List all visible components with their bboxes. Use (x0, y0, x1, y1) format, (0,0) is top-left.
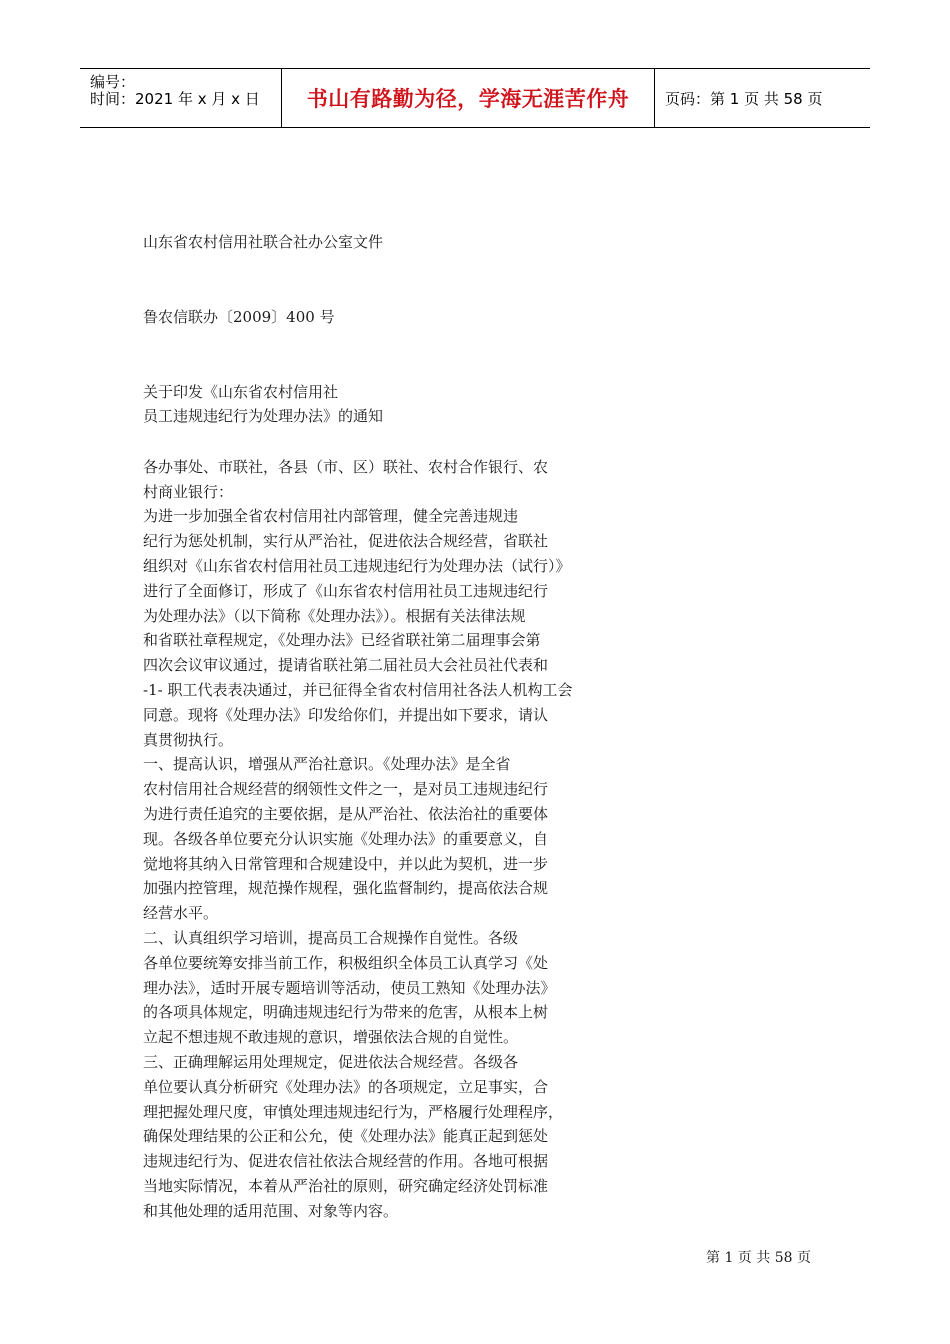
header-motto: 书山有路勤为径，学海无涯苦作舟 (306, 87, 630, 111)
body-line: 单位要认真分析研究《处理办法》的各项规定，立足事实，合 (143, 1078, 549, 1096)
body-line: 的各项具体规定，明确违规违纪行为带来的危害，从根本上树 (143, 1003, 549, 1021)
body-line: 理办法》，适时开展专题培训等活动，使员工熟知《处理办法》 (143, 979, 556, 997)
body-line: 三、正确理解运用处理规定，促进依法合规经营。各级各 (143, 1053, 519, 1071)
body-line: 为进一步加强全省农村信用社内部管理，健全完善违规违 (143, 507, 519, 525)
body-line: 现。各级各单位要充分认识实施《处理办法》的重要意义，自 (143, 830, 549, 848)
body-line: 觉地将其纳入日常管理和合规建设中，并以此为契机，进一步 (143, 855, 549, 873)
body-line: 经营水平。 (143, 904, 219, 922)
body-line: 各办事处、市联社，各县（市、区）联社、农村合作银行、农 (143, 458, 549, 476)
document-time-label: 时间：2021 年 x 月 x 日 (90, 90, 260, 108)
body-line: 四次会议审议通过，提请省联社第二届社员大会社员社代表和 (143, 656, 549, 674)
body-line: 村商业银行： (143, 483, 234, 501)
body-line: 和省联社章程规定，《处理办法》已经省联社第二届理事会第 (143, 631, 541, 649)
body-line: 纪行为惩处机制，实行从严治社，促进依法合规经营，省联社 (143, 532, 549, 550)
body-line: 各单位要统筹安排当前工作，积极组织全体员工认真学习《处 (143, 954, 549, 972)
notice-title-line: 员工违规违纪行为处理办法》的通知 (143, 407, 384, 425)
body-line: 违规违纪行为、促进农信社依法合规经营的作用。各地可根据 (143, 1152, 549, 1170)
body-line: 加强内控管理，规范操作规程，强化监督制约，提高依法合规 (143, 879, 549, 897)
footer-page-number: 第 1 页 共 58 页 (706, 1250, 811, 1266)
body-line: 当地实际情况，本着从严治社的原则，研究确定经济处罚标准 (143, 1177, 549, 1195)
body-line: 组织对《山东省农村信用社员工违规违纪行为处理办法（试行）》 (143, 557, 571, 575)
body-line: 立起不想违规不敢违规的意识，增强依法合规的自觉性。 (143, 1028, 519, 1046)
body-line: 二、认真组织学习培训，提高员工合规操作自觉性。各级 (143, 929, 519, 947)
body-line: 真贯彻执行。 (143, 731, 234, 749)
doc-number: 鲁农信联办〔2009〕400 号 (143, 308, 335, 326)
body-line: 理把握处理尺度，审慎处理违规违纪行为，严格履行处理程序， (143, 1103, 564, 1121)
body-line: 同意。现将《处理办法》印发给你们，并提出如下要求，请认 (143, 706, 549, 724)
body-line: 进行了全面修订，形成了《山东省农村信用社员工违规违纪行 (143, 582, 549, 600)
notice-title-line: 关于印发《山东省农村信用社 (143, 383, 339, 401)
header-page-number: 页码：第 1 页 共 58 页 (665, 89, 823, 108)
document-number-label: 编号： (90, 73, 136, 91)
body-line: 确保处理结果的公正和公允，使《处理办法》能真正起到惩处 (143, 1127, 549, 1145)
body-line: 一、提高认识，增强从严治社意识。《处理办法》是全省 (143, 755, 511, 773)
header-page-cell (655, 69, 870, 127)
body-line: 农村信用社合规经营的纲领性文件之一，是对员工违规违纪行 (143, 780, 549, 798)
header-motto-cell (282, 69, 655, 127)
body-line: 为处理办法》（以下简称《处理办法》）。根据有关法律法规 (143, 607, 526, 625)
body-line: -1- 职工代表表决通过，并已征得全省农村信用社各法人机构工会 (143, 681, 573, 699)
body-line: 为进行责任追究的主要依据，是从严治社、依法治社的重要体 (143, 805, 549, 823)
body-line: 和其他处理的适用范围、对象等内容。 (143, 1202, 399, 1220)
header-info-cell (80, 69, 282, 127)
page-header (80, 68, 870, 128)
org-title: 山东省农村信用社联合社办公室文件 (143, 233, 384, 251)
